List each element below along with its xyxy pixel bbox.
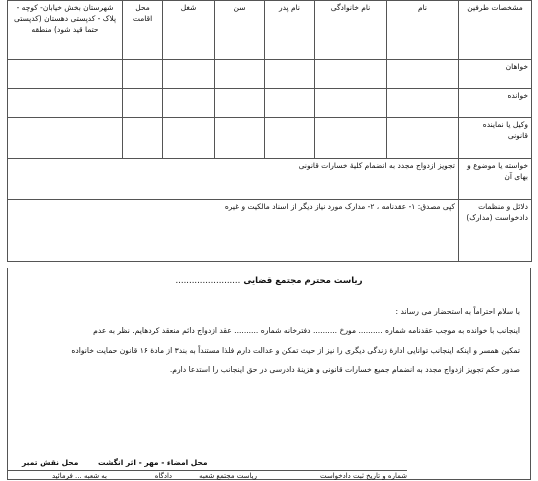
plaintiff-father[interactable]: [265, 60, 315, 89]
plaintiff-name[interactable]: [387, 60, 459, 89]
plaintiff-family[interactable]: [315, 60, 387, 89]
lawyer-name[interactable]: [387, 118, 459, 159]
footer-refer: به شعبه ... فرمائید: [52, 472, 107, 480]
lawyer-job[interactable]: [163, 118, 215, 159]
row-plaintiff-label: خواهان: [459, 60, 532, 89]
defendant-father[interactable]: [265, 89, 315, 118]
footer-court: دادگاه: [154, 472, 172, 480]
letter-title-dots: ........................: [175, 276, 241, 286]
plaintiff-age[interactable]: [215, 60, 265, 89]
footer-branch: ریاست مجتمع شعبه: [199, 472, 257, 480]
header-age: سن: [215, 1, 265, 60]
evidence-value[interactable]: کپی مصدق: ۱- عقدنامه ، ۲- مدارک مورد نیاز دیگر از اسناد مالکیت و غیره: [8, 200, 459, 262]
signature-area[interactable]: محل امضاء - مهر - اثر انگشت: [98, 458, 208, 467]
plaintiff-residence[interactable]: [123, 60, 163, 89]
stamp-area[interactable]: محل نقش تمبر: [22, 458, 79, 467]
defendant-residence[interactable]: [123, 89, 163, 118]
parties-table: [7, 0, 532, 262]
lawyer-family[interactable]: [315, 118, 387, 159]
row-defendant-label: خوانده: [459, 89, 532, 118]
header-parties: مشخصات طرفین: [459, 1, 532, 60]
lawyer-address[interactable]: [8, 118, 123, 159]
lawyer-father[interactable]: [265, 118, 315, 159]
footer-registration: شماره و تاریخ ثبت دادخواست: [319, 472, 407, 480]
lawyer-age[interactable]: [215, 118, 265, 159]
defendant-name[interactable]: [387, 89, 459, 118]
letter-title: [8, 276, 530, 286]
header-address: محل اقامت: [123, 1, 163, 60]
header-family: نام خانوادگی: [315, 1, 387, 60]
row-evidence-label: دلائل و منظمات دادخواست (مدارک): [459, 200, 532, 262]
lawyer-residence[interactable]: [123, 118, 163, 159]
header-name: نام: [387, 1, 459, 60]
plaintiff-address[interactable]: [8, 60, 123, 89]
defendant-family[interactable]: [315, 89, 387, 118]
defendant-age[interactable]: [215, 89, 265, 118]
header-father: نام پدر: [265, 1, 315, 60]
defendant-address[interactable]: [8, 89, 123, 118]
letter-title-text: ریاست محترم مجتمع قضایی: [243, 276, 363, 286]
claim-value[interactable]: تجویز ازدواج مجدد به انضمام کلیهٔ خسارات قانونی: [8, 159, 459, 200]
row-lawyer-label: وکیل یا نماینده قانونی: [459, 118, 532, 159]
letter-body: [7, 268, 531, 480]
defendant-job[interactable]: [163, 89, 215, 118]
header-address-detail: شهرستان بخش خیابان- کوچه - پلاک - کدپستی دهستان (کدپستی حتما قید شود) منطقه: [8, 1, 123, 60]
row-claim-label: خواسته یا موضوع و بهای آن: [459, 159, 532, 200]
letter-text[interactable]: [18, 302, 520, 379]
letter-line-2: تمکین همسر و اینکه اینجانب توانایی ادارهٔ زندگی دیگری را نیز از حیث تمکن و عدالت دارم فلذا مستنداً به بند۳ از مادهٔ ۱۶ قانون حمایت خانواده: [71, 345, 520, 355]
letter-line-1: اینجانب با خوانده به موجب عقدنامه شماره .......... مورخ .......... دفترخانه شماره .......... عقد ازدواج دائم منعقد کردهایم. نظر به عدم: [93, 326, 520, 336]
plaintiff-job[interactable]: [163, 60, 215, 89]
footer-strip: [7, 470, 407, 481]
letter-line-3: صدور حکم تجویز ازدواج مجدد به انضمام جمیع خسارات قانونی و هزینهٔ دادرسی در حق اینجانب را استدعا دارم.: [169, 365, 520, 375]
header-job: شغل: [163, 1, 215, 60]
letter-greeting: با سلام احتراماً به استحضار می رساند :: [395, 307, 520, 316]
